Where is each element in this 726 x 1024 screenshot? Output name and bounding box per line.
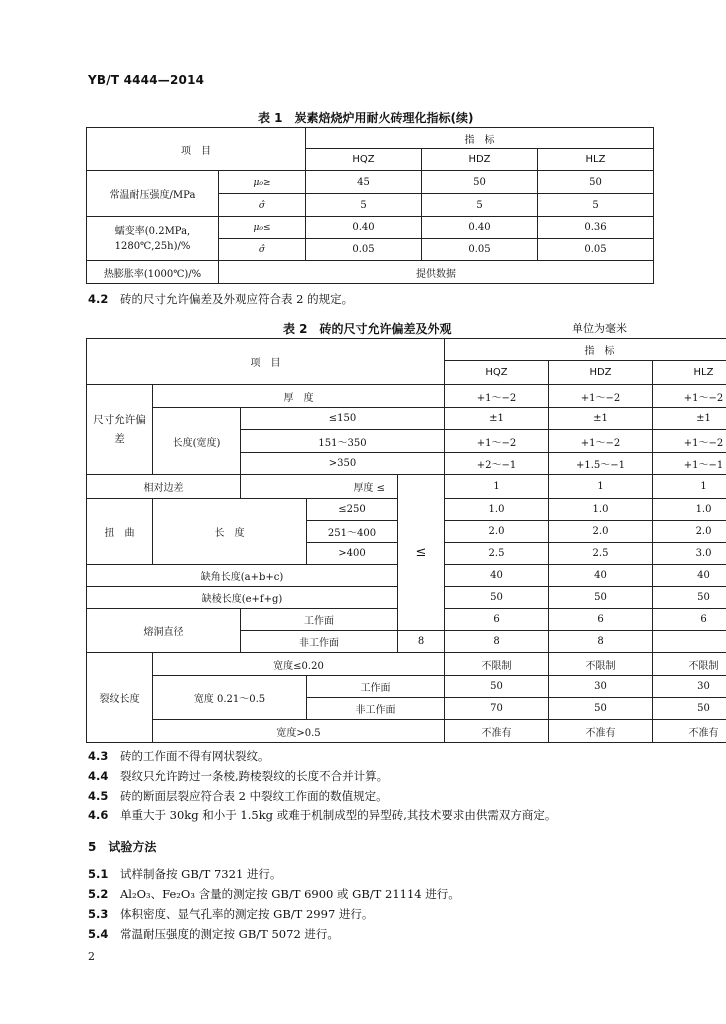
clause-text: Al₂O₃、Fe₂O₃ 含量的测定按 GB/T 6900 或 GB/T 21114 进行。: [120, 887, 460, 901]
table-cell: 不限制: [549, 653, 653, 676]
grade-header: HDZ: [549, 361, 653, 385]
table-cell: 不准有: [653, 720, 726, 743]
clause-text: 砖的工作面不得有网状裂纹。: [120, 749, 270, 763]
face-label: 非工作面: [307, 698, 445, 720]
table1: [86, 127, 654, 284]
row-label: 相对边差: [87, 475, 241, 499]
symbol: μ₀≤: [253, 223, 271, 233]
row-label: 缺棱长度(e+f+g): [87, 587, 398, 609]
row-label: 常温耐压强度/MPa: [87, 171, 219, 217]
clause: [88, 807, 556, 823]
row-sublabel: 宽度>0.5: [153, 720, 445, 743]
table-cell: 30: [549, 676, 653, 698]
range-label: 251～400: [307, 521, 398, 543]
table-cell: 8: [398, 631, 445, 653]
table-cell: 不限制: [445, 653, 549, 676]
face-label: 工作面: [241, 609, 398, 631]
clause: [88, 886, 460, 902]
table-cell: +1～−2: [445, 385, 549, 408]
section-title: 5 试验方法: [88, 840, 157, 854]
table-cell: 40: [549, 565, 653, 587]
table2-item-header: 项 目: [87, 339, 445, 385]
grade-header: HQZ: [445, 361, 549, 385]
clause-number: 5.4: [88, 927, 109, 941]
row-label: 熔洞直径: [87, 609, 241, 653]
table-cell: 6: [549, 609, 653, 631]
table-cell: 1.0: [445, 499, 549, 521]
clause-text: 单重大于 30kg 和小于 1.5kg 或难于机制成型的异型砖,其技术要求由供需双方商定。: [120, 808, 557, 822]
clause-number: 4.2: [88, 292, 109, 306]
range-label: >350: [241, 453, 445, 475]
clause-number: 4.3: [88, 749, 109, 763]
table-cell: 45: [306, 171, 422, 194]
face-label: 工作面: [307, 676, 445, 698]
symbol: σ̂: [258, 200, 266, 211]
clause-text: 体积密度、显气孔率的测定按 GB/T 2997 进行。: [120, 907, 374, 921]
table-cell: 1.0: [549, 499, 653, 521]
row-sublabel: 宽度≤0.20: [153, 653, 445, 676]
table-cell: 0.40: [306, 217, 422, 239]
table-cell: +1～−2: [549, 385, 653, 408]
table-cell: +2～−1: [445, 453, 549, 475]
table-cell: 2.5: [445, 543, 549, 565]
clause-4-2: [88, 291, 353, 307]
table-cell: +1～−2: [653, 430, 726, 453]
clause-number: 5.3: [88, 907, 109, 921]
table1-item-header: 项 目: [87, 128, 306, 171]
row-label: 蠕变率(0.2MPa,: [114, 225, 191, 237]
table-cell: 40: [653, 565, 726, 587]
table-cell: 2.0: [653, 521, 726, 543]
clause-number: 5.1: [88, 867, 109, 881]
clause-text: 砖的断面层裂应符合表 2 中裂纹工作面的数值规定。: [120, 789, 388, 803]
table-cell: 40: [445, 565, 549, 587]
table-cell: 1: [445, 475, 549, 499]
row-sublabel: 厚度 ≤: [241, 475, 398, 499]
row-label: 长度(宽度): [153, 408, 241, 475]
row-label: 裂纹长度: [87, 653, 153, 743]
table-cell: 50: [549, 587, 653, 609]
clause-text: 砖的尺寸允许偏差及外观应符合表 2 的规定。: [120, 292, 354, 306]
table-cell: 0.40: [422, 217, 538, 239]
table1-index-header: 指 标: [306, 128, 654, 149]
grade-header: HLZ: [538, 149, 654, 171]
table-cell: 6: [653, 609, 726, 631]
range-label: >400: [307, 543, 398, 565]
table-cell: 1.0: [653, 499, 726, 521]
table-cell: 提供数据: [219, 261, 654, 284]
table-cell: 0.05: [422, 239, 538, 261]
table-cell: ±1: [445, 408, 549, 430]
grade-header: HDZ: [422, 149, 538, 171]
table-cell: 2.0: [445, 521, 549, 543]
table-cell: 1: [653, 475, 726, 499]
clause-number: 4.4: [88, 769, 109, 783]
table-cell: 不准有: [445, 720, 549, 743]
row-label: 热膨胀率(1000℃)/%: [87, 261, 219, 284]
row-sublabel: 长 度: [153, 499, 307, 565]
table-cell: 50: [549, 698, 653, 720]
table-cell: 8: [445, 631, 549, 653]
table-cell: 50: [422, 171, 538, 194]
clause-text: 裂纹只允许跨过一条棱,跨棱裂纹的长度不合并计算。: [120, 769, 389, 783]
table-cell: 5: [422, 194, 538, 217]
table-cell: 50: [445, 676, 549, 698]
table-cell: 5: [538, 194, 654, 217]
table-cell: +1.5～−1: [549, 453, 653, 475]
table-cell: 50: [445, 587, 549, 609]
table-cell: 50: [538, 171, 654, 194]
face-label: 非工作面: [241, 631, 398, 653]
symbol: μ₀≥: [253, 177, 271, 188]
clause-text: 常温耐压强度的测定按 GB/T 5072 进行。: [120, 927, 339, 941]
table-cell: 3.0: [653, 543, 726, 565]
grade-header: HLZ: [653, 361, 726, 385]
table-cell: 0.05: [306, 239, 422, 261]
clause-number: 4.5: [88, 789, 109, 803]
page-number: 2: [88, 950, 95, 963]
table-cell: 6: [445, 609, 549, 631]
range-label: ≤250: [307, 499, 398, 521]
symbol: σ̂: [258, 245, 266, 255]
table-cell: 0.36: [538, 217, 654, 239]
table-cell: 5: [306, 194, 422, 217]
row-label: 缺角长度(a+b+c): [87, 565, 398, 587]
clause: [88, 906, 373, 922]
table2-unit: 单位为毫米: [572, 322, 627, 335]
document-code: YB/T 4444—2014: [88, 73, 205, 87]
table-cell: +1～−2: [445, 430, 549, 453]
table2-caption: 表 2 砖的尺寸允许偏差及外观: [283, 322, 452, 336]
table-cell: ±1: [549, 408, 653, 430]
clause: [88, 866, 281, 882]
table-cell: 1: [549, 475, 653, 499]
row-sublabel: 宽度 0.21～0.5: [153, 676, 307, 720]
row-label: 扭 曲: [87, 499, 153, 565]
table-cell: 8: [549, 631, 653, 653]
clause: [88, 748, 270, 764]
row-label: 1280℃,25h)/%: [114, 240, 191, 252]
clause: [88, 926, 339, 942]
table-cell: 50: [653, 587, 726, 609]
clause-number: 4.6: [88, 808, 109, 822]
table-cell: +1～−1: [653, 453, 726, 475]
table-cell: 2.0: [549, 521, 653, 543]
table-cell: 不限制: [653, 653, 726, 676]
clause: [88, 768, 388, 784]
clause: [88, 788, 388, 804]
table-cell: 30: [653, 676, 726, 698]
range-label: ≤150: [241, 408, 445, 430]
clause-number: 5.2: [88, 887, 109, 901]
table-cell: +1～−2: [653, 385, 726, 408]
clause-text: 试样制备按 GB/T 7321 进行。: [120, 867, 282, 881]
le-symbol: ≤: [398, 475, 445, 631]
table-cell: +1～−2: [549, 430, 653, 453]
table-cell: 不准有: [549, 720, 653, 743]
table1-caption: 表 1 炭素焙烧炉用耐火砖理化指标(续): [258, 111, 474, 125]
table-cell: 50: [653, 698, 726, 720]
table-cell: 0.05: [538, 239, 654, 261]
dim-tolerance-label: 尺寸允许偏差: [87, 385, 153, 475]
table-cell: ±1: [653, 408, 726, 430]
table-cell: 70: [445, 698, 549, 720]
table2-index-header: 指 标: [445, 339, 726, 361]
table2: [86, 338, 726, 743]
range-label: 151～350: [241, 430, 445, 453]
row-label: 厚 度: [153, 385, 445, 408]
grade-header: HQZ: [306, 149, 422, 171]
table-cell: 2.5: [549, 543, 653, 565]
